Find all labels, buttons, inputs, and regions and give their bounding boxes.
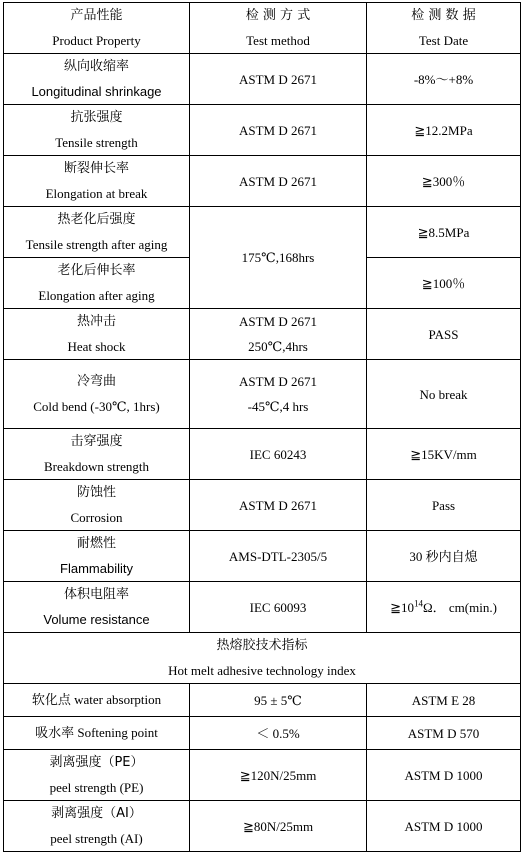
method-cell: ASTM D 2671 (190, 480, 367, 531)
property-cell: 防蚀性 Corrosion (4, 480, 190, 531)
method-cell: ≧120N/25mm (190, 750, 367, 801)
property-cell: 吸水率 Softening point (4, 717, 190, 750)
row-tensile-aging (4, 207, 521, 258)
value-cell: ≧15KV/mm (367, 429, 521, 480)
property-cell: 热冲击 Heat shock (4, 309, 190, 360)
header-data: 检 测 数 据 Test Date (367, 3, 521, 54)
row-elongation (4, 156, 521, 207)
property-cell: 剥离强度（PE） peel strength (PE) (4, 750, 190, 801)
method-cell: ASTM D 2671 (190, 54, 367, 105)
value-cell: ≧12.2MPa (367, 105, 521, 156)
header-property: 产品性能 Product Property (4, 3, 190, 54)
property-cell: 抗张强度 Tensile strength (4, 105, 190, 156)
value-cell: ≧8.5MPa (367, 207, 521, 258)
property-cell: 耐燃性 Flammability (4, 531, 190, 582)
row-cold-bend (4, 360, 521, 429)
value-cell: Pass (367, 480, 521, 531)
value-cell: ≧100％ (367, 258, 521, 309)
method-cell: ≧80N/25mm (190, 801, 367, 852)
property-cell: 热老化后强度 Tensile strength after aging (4, 207, 190, 258)
method-cell: ＜ 0.5% (190, 717, 367, 750)
method-cell: ASTM D 2671 250℃,4hrs (190, 309, 367, 360)
row-corrosion (4, 480, 521, 531)
method-cell: IEC 60093 (190, 582, 367, 633)
value-cell: 30 秒内自熄 (367, 531, 521, 582)
property-cell: 老化后伸长率 Elongation after aging (4, 258, 190, 309)
method-cell: ASTM D 2671 (190, 156, 367, 207)
row-volume-resistance (4, 582, 521, 633)
row-breakdown (4, 429, 521, 480)
header-method: 检 测 方 式 Test method (190, 3, 367, 54)
property-cell: 纵向收缩率 Longitudinal shrinkage (4, 54, 190, 105)
property-cell: 击穿强度 Breakdown strength (4, 429, 190, 480)
row-flammability (4, 531, 521, 582)
row-heat-shock (4, 309, 521, 360)
property-cell: 体积电阻率 Volume resistance (4, 582, 190, 633)
property-cell: 冷弯曲 Cold bend (-30℃, 1hrs) (4, 360, 190, 429)
value-cell: ASTM D 1000 (367, 801, 521, 852)
row-tensile (4, 105, 521, 156)
property-cell: 断裂伸长率 Elongation at break (4, 156, 190, 207)
spec-table (3, 2, 521, 852)
value-cell: ASTM D 1000 (367, 750, 521, 801)
aging-method-cell: 175℃,168hrs (190, 207, 367, 309)
row-water-absorption (4, 717, 521, 750)
value-cell: ASTM D 570 (367, 717, 521, 750)
section-title: 热熔胶技术指标 Hot melt adhesive technology index (4, 633, 521, 684)
property-cell: 软化点 water absorption (4, 684, 190, 717)
value-cell: ASTM E 28 (367, 684, 521, 717)
value-cell: $≧10^{14}\Omega$． cm(min.) (367, 582, 521, 633)
value-cell: -8%～+8% (367, 54, 521, 105)
method-cell: ASTM D 2671 -45℃,4 hrs (190, 360, 367, 429)
method-cell: ASTM D 2671 (190, 105, 367, 156)
row-peel-pe (4, 750, 521, 801)
method-cell: 95 ± 5℃ (190, 684, 367, 717)
header-row (4, 3, 521, 54)
value-cell: ≧300％ (367, 156, 521, 207)
value-cell: PASS (367, 309, 521, 360)
method-cell: IEC 60243 (190, 429, 367, 480)
property-cell: 剥离强度（AI） peel strength (AI) (4, 801, 190, 852)
row-softening (4, 684, 521, 717)
row-shrinkage (4, 54, 521, 105)
method-cell: AMS-DTL-2305/5 (190, 531, 367, 582)
value-cell: No break (367, 360, 521, 429)
section-header-row (4, 633, 521, 684)
row-peel-al (4, 801, 521, 852)
